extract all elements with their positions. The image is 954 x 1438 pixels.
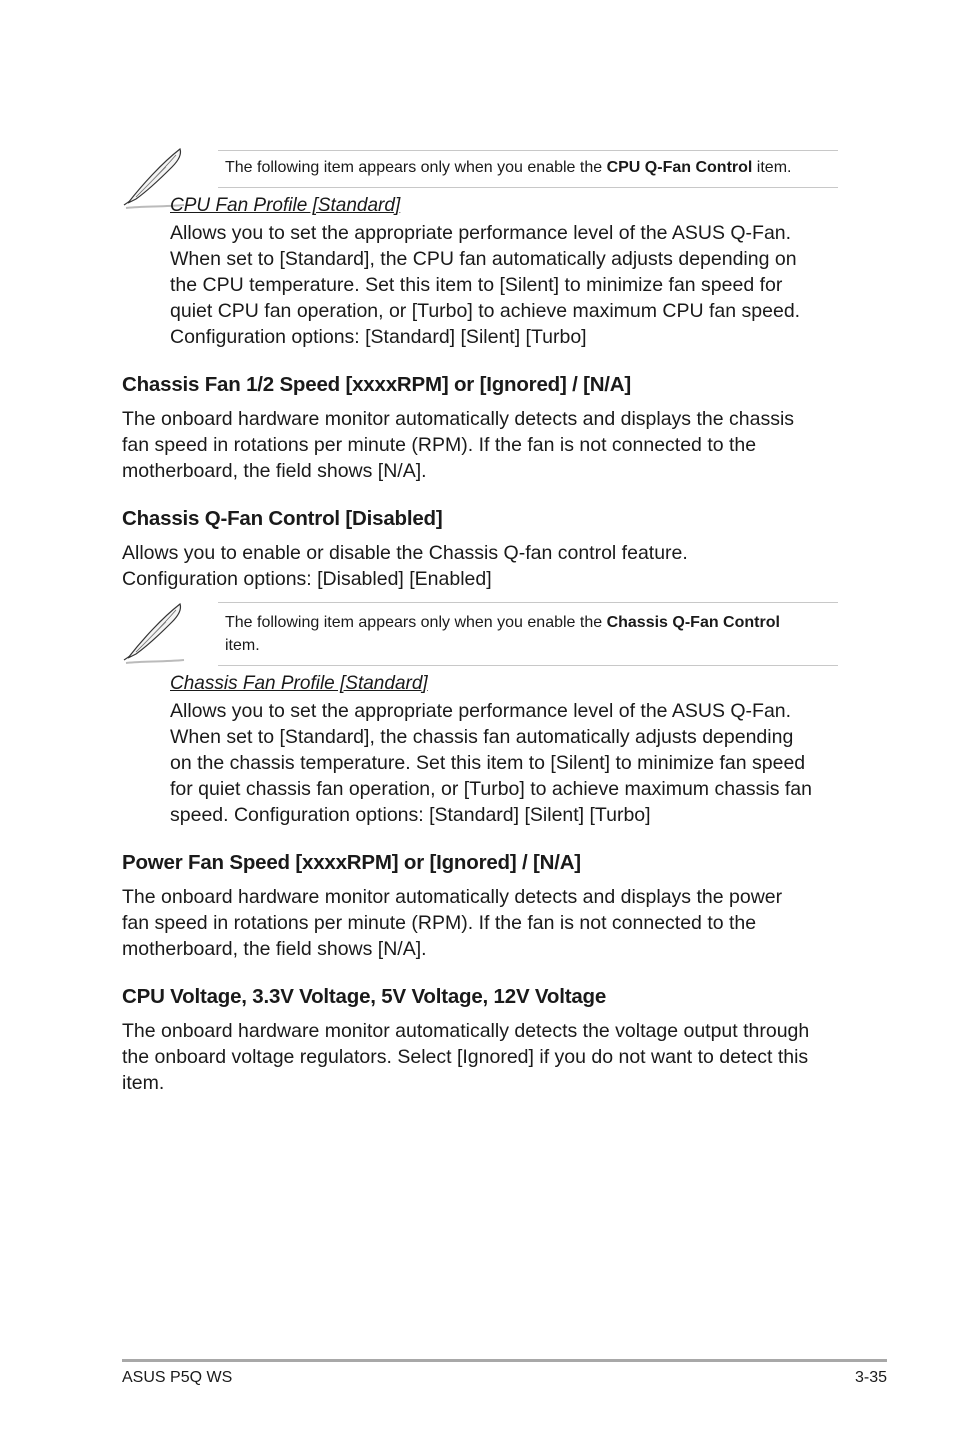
note-divider-top [218,602,838,603]
note-divider-bottom [218,187,838,188]
chassis-fan-speed-body: The onboard hardware monitor automatically detects and displays the chassis fan speed in rotations per minute (RPM). If the fan is not connected to the motherboard, the field shows [N/A]. [122,408,795,482]
note-cpu-qfan: The following item appears only when you enable the CPU Q-Fan Control item. [225,159,792,176]
pen-note-icon [122,600,186,664]
note-chassis-qfan: The following item appears only when you enable the Chassis Q-Fan Control item. [225,614,780,654]
cpu-fan-profile-body: Allows you to set the appropriate performance level of the ASUS Q-Fan. When set to [Standard], the CPU fan automatically adjusts depending on the CPU temperature. Set this item to [Silent] to minimize fan speed for quiet CPU fan operation, or [Turbo] to achieve maximum CPU fan speed. Configuration options: [Standard] [Silent] [Turbo] [170,222,801,348]
cpu-fan-profile-title: CPU Fan Profile [Standard] [170,195,401,216]
voltages-body: The onboard hardware monitor automatically detects the voltage output through the onboard voltage regulators. Select [Ignored] if you do not want to detect this item. [122,1020,810,1094]
chassis-fan-speed-heading: Chassis Fan 1/2 Speed [xxxxRPM] or [Ignored] / [N/A] [122,373,632,396]
chassis-qfan-heading: Chassis Q-Fan Control [Disabled] [122,507,443,530]
chassis-fan-profile-title: Chassis Fan Profile [Standard] [170,673,428,694]
note-divider-top [218,150,838,151]
chassis-qfan-body: Allows you to enable or disable the Chassis Q-fan control feature. Configuration options: [Disabled] [Enabled] [122,542,688,590]
chassis-fan-profile-body: Allows you to set the appropriate performance level of the ASUS Q-Fan. When set to [Standard], the chassis fan automatically adjusts depending on the chassis temperature. Set this item to [Silent] to minimize fan speed for quiet chassis fan operation, or [Turbo] to achieve maximum chassis fan speed. Configuration options: [Standard] [Silent] [Turbo] [170,700,812,826]
power-fan-speed-heading: Power Fan Speed [xxxxRPM] or [Ignored] / [N/A] [122,851,581,874]
footer-divider [122,1359,887,1362]
note-divider-bottom [218,665,838,666]
power-fan-speed-body: The onboard hardware monitor automatically detects and displays the power fan speed in rotations per minute (RPM). If the fan is not connected to the motherboard, the field shows [N/A]. [122,886,783,960]
voltages-heading: CPU Voltage, 3.3V Voltage, 5V Voltage, 12V Voltage [122,985,607,1008]
footer-product-name: ASUS P5Q WS [122,1369,233,1386]
footer-page-number: 3-35 [854,1369,887,1386]
